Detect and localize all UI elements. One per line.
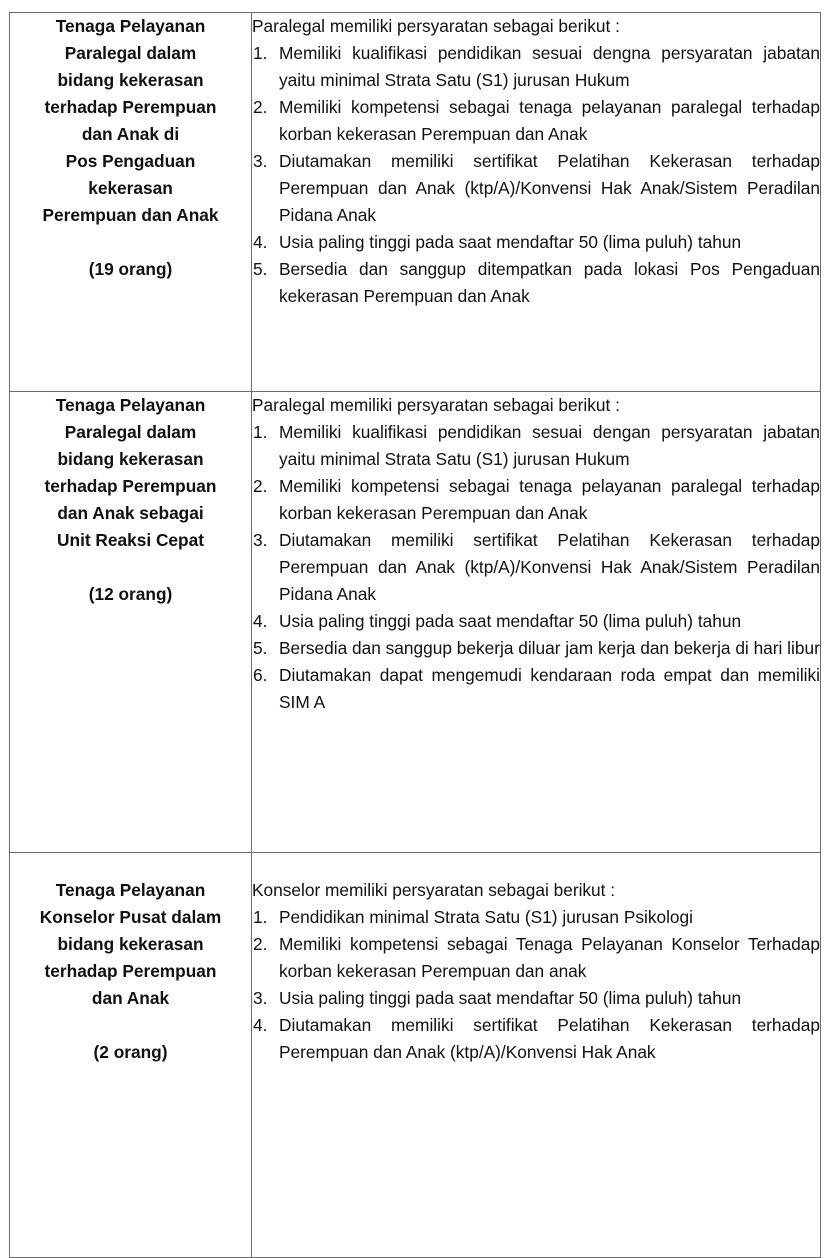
position-count: (2 orang) [93, 1042, 168, 1062]
list-item [252, 635, 820, 662]
item-text: Diutamakan memiliki sertifikat Pelatihan Kekerasan terhadap Perempuan dan Anak (ktp/A)/Konvensi Hak Anak/Sistem Peradilan Pidana Anak [279, 530, 820, 604]
list-item [252, 419, 820, 473]
item-text: Usia paling tinggi pada saat mendaftar 50 (lima puluh) tahun [279, 611, 742, 631]
list-item [252, 256, 820, 310]
position-title-line: Tenaga Pelayanan [55, 16, 206, 36]
requirements-list [252, 419, 820, 716]
item-text: Bersedia dan sanggup bekerja diluar jam kerja dan bekerja di hari libur [279, 638, 820, 658]
position-title-line: dan Anak sebagai [57, 503, 204, 523]
item-text: Memiliki kompetensi sebagai tenaga pelayanan paralegal terhadap korban kekerasan Perempuan dan Anak [279, 97, 820, 144]
item-text: Usia paling tinggi pada saat mendaftar 50 (lima puluh) tahun [279, 232, 742, 252]
item-text: Memiliki kualifikasi pendidikan sesuai dengan persyaratan jabatan yaitu minimal Strata Satu (S1) jurusan Hukum [279, 422, 820, 469]
list-item [252, 148, 820, 229]
position-title-line: terhadap Perempuan [44, 97, 217, 117]
list-item [252, 40, 820, 94]
list-item [252, 931, 820, 985]
item-text: Bersedia dan sanggup ditempatkan pada lokasi Pos Pengaduan kekerasan Perempuan dan Anak [279, 259, 820, 306]
item-text: Usia paling tinggi pada saat mendaftar 50 (lima puluh) tahun [279, 988, 742, 1008]
position-title-line: Perempuan dan Anak [42, 205, 219, 225]
position-title-line: terhadap Perempuan [44, 476, 217, 496]
position-cell [10, 853, 252, 1258]
item-number: 5. [253, 259, 268, 279]
item-number: 2. [253, 476, 268, 496]
position-title-line: kekerasan [88, 178, 173, 198]
item-text: Memiliki kualifikasi pendidikan sesuai dengna persyaratan jabatan yaitu minimal Strata Satu (S1) jurusan Hukum [279, 43, 820, 90]
list-item [252, 662, 820, 716]
position-count: (12 orang) [88, 584, 173, 604]
table-row [10, 392, 821, 853]
list-item [252, 1012, 820, 1066]
requirements-intro: Paralegal memiliki persyaratan sebagai berikut : [252, 395, 620, 415]
item-number: 3. [253, 151, 268, 171]
position-cell [10, 392, 252, 853]
item-text: Memiliki kompetensi sebagai tenaga pelayanan paralegal terhadap korban kekerasan Perempuan dan Anak [279, 476, 820, 523]
item-number: 1. [253, 907, 268, 927]
item-number: 3. [253, 530, 268, 550]
position-title-line: bidang kekerasan [57, 449, 204, 469]
requirements-list [252, 40, 820, 310]
position-cell [10, 13, 252, 392]
position-title-line: Paralegal dalam [64, 43, 197, 63]
item-text: Memiliki kompetensi sebagai Tenaga Pelayanan Konselor Terhadap korban kekerasan Perempuan dan anak [279, 934, 820, 981]
requirements-list [252, 904, 820, 1066]
requirements-intro: Paralegal memiliki persyaratan sebagai berikut : [252, 16, 620, 36]
position-title-line: dan Anak [91, 988, 170, 1008]
list-item [252, 229, 820, 256]
item-number: 6. [253, 665, 268, 685]
requirements-table [9, 12, 821, 1258]
position-title-line: dan Anak di [81, 124, 180, 144]
item-text: Pendidikan minimal Strata Satu (S1) jurusan Psikologi [279, 907, 693, 927]
position-title-line: bidang kekerasan [57, 934, 204, 954]
item-number: 4. [253, 232, 268, 252]
position-title-line: Pos Pengaduan [65, 151, 196, 171]
item-text: Diutamakan memiliki sertifikat Pelatihan Kekerasan terhadap Perempuan dan Anak (ktp/A)/Konvensi Hak Anak [279, 1015, 820, 1062]
list-item [252, 527, 820, 608]
list-item [252, 473, 820, 527]
item-text: Diutamakan memiliki sertifikat Pelatihan Kekerasan terhadap Perempuan dan Anak (ktp/A)/Konvensi Hak Anak/Sistem Peradilan Pidana Anak [279, 151, 820, 225]
item-number: 5. [253, 638, 268, 658]
position-title-line: terhadap Perempuan [44, 961, 217, 981]
table-row [10, 13, 821, 392]
requirements-cell [252, 853, 821, 1258]
position-title-line: Paralegal dalam [64, 422, 197, 442]
position-title-line: Unit Reaksi Cepat [57, 530, 204, 550]
requirements-cell [252, 13, 821, 392]
position-title-line: Tenaga Pelayanan [55, 395, 206, 415]
list-item [252, 608, 820, 635]
position-title-line: Tenaga Pelayanan [55, 880, 206, 900]
position-count: (19 orang) [88, 259, 173, 279]
position-title-line: Konselor Pusat dalam [39, 907, 222, 927]
table-row [10, 853, 821, 1258]
position-title-line: bidang kekerasan [57, 70, 204, 90]
item-number: 2. [253, 934, 268, 954]
item-number: 1. [253, 43, 268, 63]
item-text: Diutamakan dapat mengemudi kendaraan roda empat dan memiliki SIM A [279, 665, 820, 712]
list-item [252, 985, 820, 1012]
item-number: 3. [253, 988, 268, 1008]
item-number: 4. [253, 611, 268, 631]
list-item [252, 904, 820, 931]
item-number: 1. [253, 422, 268, 442]
requirements-cell [252, 392, 821, 853]
item-number: 2. [253, 97, 268, 117]
list-item [252, 94, 820, 148]
item-number: 4. [253, 1015, 268, 1035]
requirements-intro: Konselor memiliki persyaratan sebagai berikut : [252, 880, 616, 900]
